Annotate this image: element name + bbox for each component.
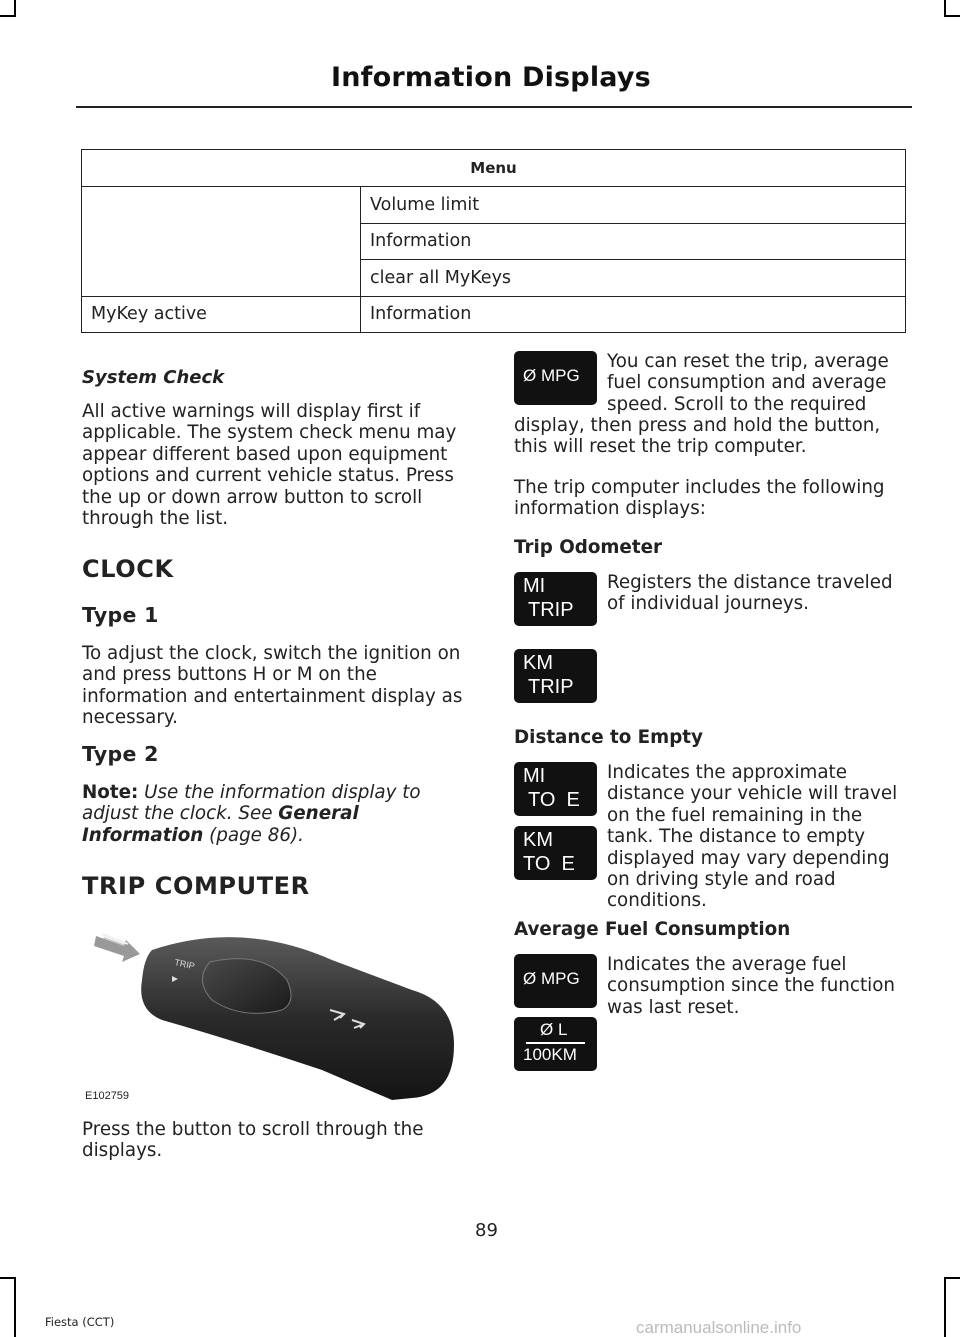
table-cell: Information — [361, 223, 906, 260]
note-paragraph — [82, 782, 474, 846]
table-cell: Information — [361, 296, 906, 333]
icon-text: Ø MPG — [523, 366, 580, 385]
distance-to-empty-heading: Distance to Empty — [514, 727, 703, 748]
km-to-empty-icon — [514, 826, 597, 880]
crop-mark — [944, 0, 946, 16]
header-rule — [76, 106, 912, 108]
avg-mpg-icon — [514, 351, 597, 405]
km-trip-icon — [514, 649, 597, 703]
table-cell — [82, 187, 361, 297]
clock-heading: CLOCK — [82, 555, 174, 583]
table-row — [82, 187, 906, 224]
crop-mark — [944, 1277, 960, 1279]
includes-text: The trip computer includes the following information displays: — [514, 477, 885, 520]
trip-stalk-figure — [82, 920, 454, 1103]
average-fuel-consumption-heading: Average Fuel Consumption — [514, 919, 791, 940]
trip-odometer-heading: Trip Odometer — [514, 537, 662, 558]
icon-text: TO E — [528, 789, 580, 811]
note-label: Note: — [82, 782, 139, 803]
icon-text: KM — [523, 829, 553, 851]
watermark: carmanualsonline.info — [636, 1318, 802, 1337]
page-number: 89 — [475, 1220, 498, 1241]
icon-text: Ø L — [540, 1020, 568, 1039]
mi-trip-icon — [514, 572, 597, 626]
press-button-text: Press the button to scroll through the displays. — [82, 1119, 424, 1162]
avg-l-per-100km-icon — [514, 1017, 597, 1071]
distance-to-empty-text: Indicates the approximate distance your vehicle will travel on the fuel remaining in the tank. The distance to empty displayed may vary depending on driving style and road conditions. — [607, 762, 898, 912]
crop-mark — [0, 1277, 16, 1279]
reset-text: You can reset the trip, average fuel consumption and average speed. Scroll to the required — [607, 351, 889, 415]
trip-computer-heading: TRIP COMPUTER — [82, 872, 310, 900]
average-fuel-consumption-text: Indicates the average fuel consumption since the function was last reset. — [607, 954, 895, 1018]
icon-text: TO E — [523, 853, 575, 875]
crop-mark — [14, 0, 16, 16]
icon-text: 100KM — [523, 1045, 577, 1064]
crop-mark — [944, 1277, 946, 1337]
reset-text-continued: display, then press and hold the button, this will reset the trip computer. — [514, 415, 881, 458]
icon-text: MI — [523, 765, 546, 787]
mi-to-empty-icon — [514, 762, 597, 816]
note-text-a: Use the information display to adjust the clock. See — [82, 782, 421, 825]
icon-text: Ø MPG — [523, 969, 580, 988]
fraction-bar — [526, 1042, 585, 1044]
menu-table-header: Menu — [82, 150, 906, 187]
footer-model: Fiesta (CCT) — [45, 1315, 115, 1329]
crop-mark — [944, 15, 960, 17]
page-header-title: Information Displays — [331, 62, 651, 93]
icon-text: MI — [523, 575, 546, 597]
avg-mpg-icon — [514, 954, 597, 1008]
icon-text: TRIP — [528, 676, 574, 698]
crop-mark — [0, 15, 16, 17]
table-cell: clear all MyKeys — [361, 260, 906, 297]
table-cell: MyKey active — [82, 296, 361, 333]
icon-text: TRIP — [528, 599, 574, 621]
trip-odometer-text: Registers the distance traveled of individual journeys. — [607, 572, 893, 615]
figure-id: E102759 — [85, 1090, 130, 1102]
note-text-b: (page 86). — [209, 824, 304, 846]
type1-heading: Type 1 — [82, 603, 159, 627]
type1-text: To adjust the clock, switch the ignition on and press buttons H or M on the information and entertainment display as necessary. — [82, 643, 463, 729]
table-row — [82, 296, 906, 333]
system-check-text: All active warnings will display first if applicable. The system check menu may appear different based upon equipment options and current vehicle status. Press the up or down arrow button to scroll through the list. — [82, 401, 457, 530]
icon-text: KM — [523, 652, 553, 674]
system-check-heading: System Check — [82, 367, 225, 388]
menu-table — [81, 149, 906, 333]
figure-trip-label: TRIP — [173, 957, 196, 972]
crop-mark — [14, 1277, 16, 1337]
table-cell: Volume limit — [361, 187, 906, 224]
type2-heading: Type 2 — [82, 742, 159, 766]
general-information-link[interactable]: General Information — [82, 803, 359, 846]
